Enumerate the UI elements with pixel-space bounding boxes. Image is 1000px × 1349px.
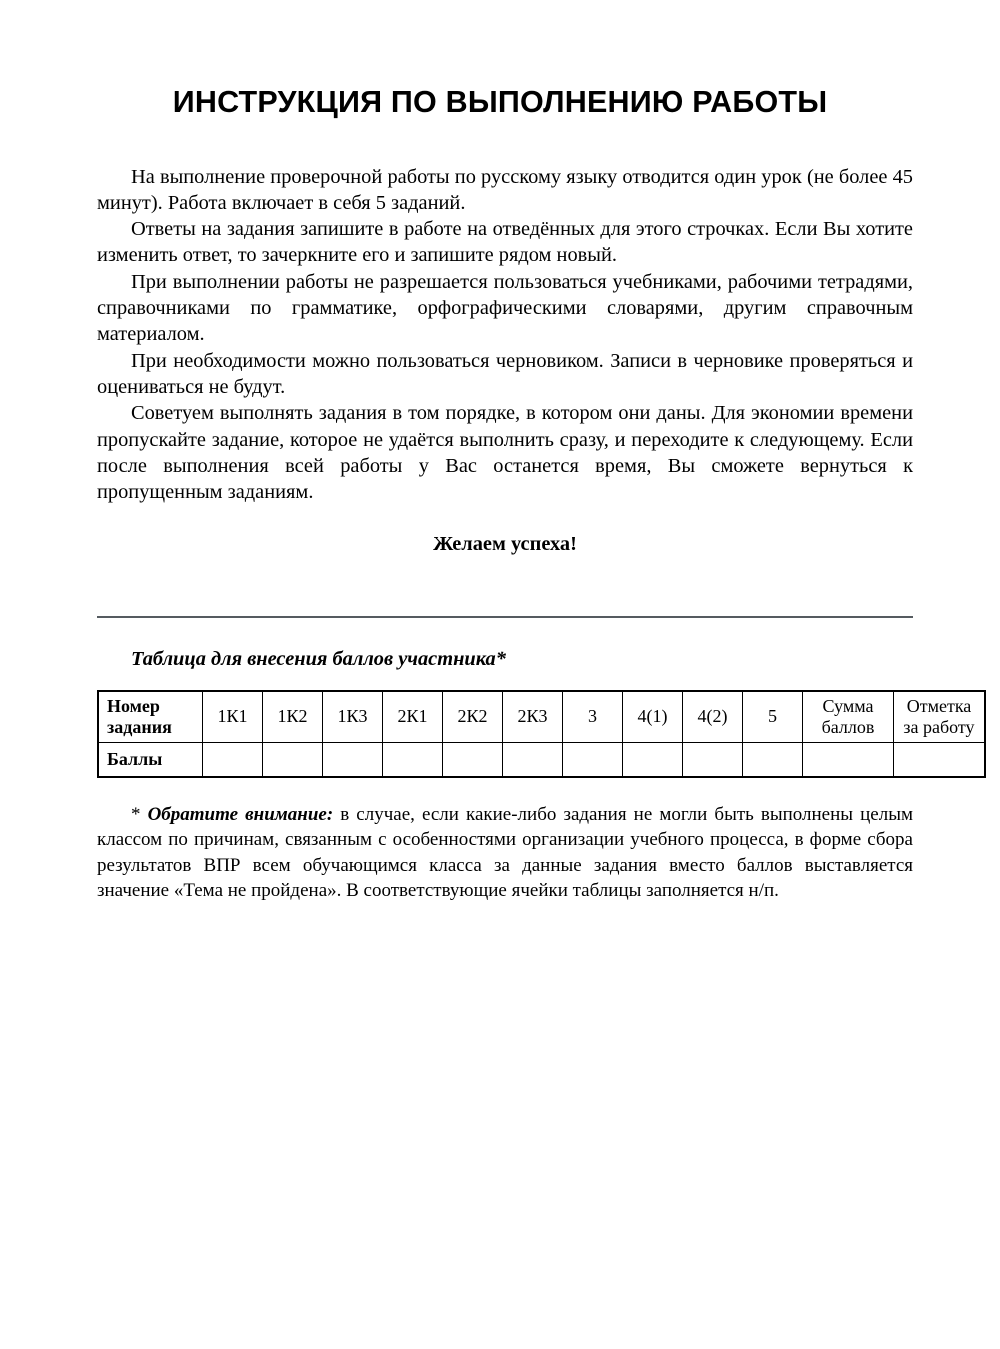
instruction-paragraph-1: На выполнение проверочной работы по русскому языку отводится один урок (не более 45 минут). Работа включает в себя 5 заданий. <box>97 165 913 214</box>
score-cell-3[interactable] <box>563 742 623 777</box>
page-title: ИНСТРУКЦИЯ ПО ВЫПОЛНЕНИЮ РАБОТЫ <box>172 85 828 119</box>
score-table-col-2k1: 2К1 <box>383 691 443 743</box>
score-table-col-1k1: 1К1 <box>203 691 263 743</box>
score-table-col-5: 5 <box>743 691 803 743</box>
score-cell-5[interactable] <box>743 742 803 777</box>
good-luck-note: Желаем успеха! <box>433 533 577 556</box>
score-cell-2k3[interactable] <box>503 742 563 777</box>
section-divider <box>97 616 913 618</box>
score-cell-4-1[interactable] <box>623 742 683 777</box>
footnote-lead: Обратите внимание: <box>147 803 334 825</box>
instruction-paragraph-5: Советуем выполнять задания в том порядке, в котором они даны. Для экономии времени пропускайте задание, которое не удаётся выполнить сразу, и переходите к следующему. Если после выполнения всей работы у Вас останется время, Вы сможете вернуться к пропущенным заданиям. <box>97 402 913 504</box>
score-table-col-4-1: 4(1) <box>623 691 683 743</box>
score-cell-total[interactable] <box>803 742 894 777</box>
footnote-text: в случае, если какие-либо задания не могли быть выполнены целым классом по причинам, связанным с особенностями организации учебного процесса, в форме сбора результатов ВПР всем обучающимся класса за данные задания вместо баллов выставляется значение «Тема не пройдена». В соответствующие ячейки таблицы заполняется н/п. <box>97 803 913 902</box>
score-cell-1k3[interactable] <box>323 742 383 777</box>
score-table <box>97 690 986 778</box>
score-table-col-3: 3 <box>563 691 623 743</box>
score-cell-1k1[interactable] <box>203 742 263 777</box>
score-cell-grade[interactable] <box>894 742 986 777</box>
score-cell-2k1[interactable] <box>383 742 443 777</box>
score-table-col-4-2: 4(2) <box>683 691 743 743</box>
instruction-paragraph-2: Ответы на задания запишите в работе на отведённых для этого строчках. Если Вы хотите изменить ответ, то зачеркните его и запишите рядом новый. <box>97 218 913 267</box>
instruction-paragraph-3: При выполнении работы не разрешается пользоваться учебниками, рабочими тетрадями, справочниками по грамматике, орфографическими словарями, другим справочным материалом. <box>97 270 913 346</box>
score-table-header-row <box>98 691 985 743</box>
score-table-row-header-tasks: Номер задания <box>98 691 203 743</box>
score-cell-1k2[interactable] <box>263 742 323 777</box>
score-table-col-grade-line2: за работу <box>903 716 975 737</box>
score-table-col-1k3: 1К3 <box>323 691 383 743</box>
score-table-col-2k2: 2К2 <box>443 691 503 743</box>
score-table-row-header-points: Баллы <box>98 742 203 777</box>
instruction-paragraph-4: При необходимости можно пользоваться черновиком. Записи в черновике проверяться и оцениваться не будут. <box>97 349 913 398</box>
score-table-col-total-line2: баллов <box>821 716 875 737</box>
score-table-col-grade <box>894 691 986 743</box>
footnote <box>97 778 913 904</box>
score-table-col-grade-line1: Отметка <box>906 695 972 716</box>
score-table-col-1k2: 1К2 <box>263 691 323 743</box>
score-table-caption: Таблица для внесения баллов участника* <box>131 647 506 670</box>
score-table-col-2k3: 2К3 <box>503 691 563 743</box>
score-cell-4-2[interactable] <box>683 742 743 777</box>
footnote-marker: * <box>131 803 141 825</box>
score-table-col-total-line1: Сумма <box>822 695 874 716</box>
instruction-body <box>97 164 913 558</box>
score-cell-2k2[interactable] <box>443 742 503 777</box>
score-table-row <box>98 742 985 777</box>
score-table-col-total <box>803 691 894 743</box>
